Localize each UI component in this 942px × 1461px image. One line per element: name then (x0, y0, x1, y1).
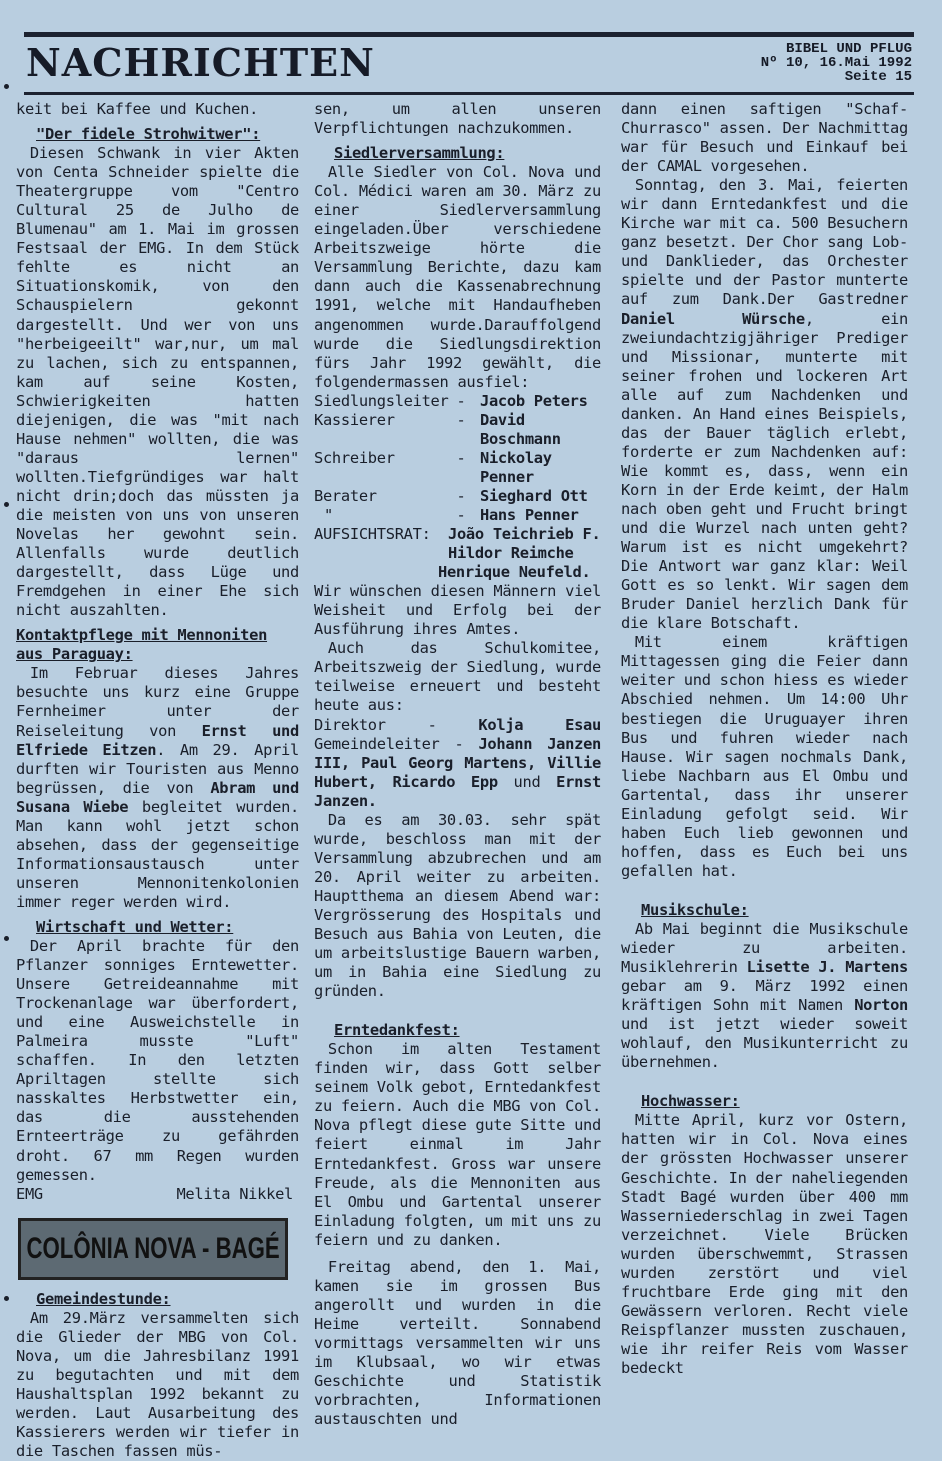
section-title: NACHRICHTEN (26, 40, 375, 85)
signature-org: EMG (16, 1184, 43, 1203)
name-ernst-janzen: Ernst Janzen. (314, 772, 601, 810)
margin-dot (4, 936, 9, 941)
heading-strohwitwer: "Der fidele Strohwitwer": (36, 125, 261, 144)
column-1 (16, 100, 299, 1461)
article-freitag: Freitag abend, den 1. Mai, kamen sie im grossen Bus angerollt und wurden in die Heime verteilt. Sonnabend vormittags versammelten wir uns im Klubsaal, wo wir etwas Geschichte und Statistik vorbrachten, Informationen austauschten und (314, 1257, 601, 1429)
board-row: Berater - Sieghard Ott (314, 486, 588, 505)
board-row: " - Hans Penner (324, 505, 579, 524)
aufsichtsrat-row: AUFSICHTSRAT: João Teichrieb F. (314, 525, 601, 544)
article-strohwitwer: Diesen Schwank in vier Akten von Centa Schneider spielte die Theatergruppe vom "Centro Cultural 25 de Julho de Blumenau" am 1. Mai im grossen Festsaal der EMG. In dem Stück fehlte es nicht an Situationskomik, von den Schauspielern gekonnt dargestellt. Und wer von uns "herbeigeeilt" war,nur, um mal zu lachen, sich zu entspannen, kam auf seine Kosten, Schwierigkeiten hatten diejenigen, die was "mit nach Hause nehmen" wollten, die was "daraus lernen" wollten.Tiefgründiges war halt nicht drin;doch das müssten ja die meisten von uns von unseren Novelas her gewohnt sein. Allenfalls wurde deutlich dargestellt, dass Lüge und Fremdgehen in einer Ehe sich nicht auszahlten. (16, 144, 299, 620)
colonia-nova-bage-banner: COLÔNIA NOVA - BAGÉ (18, 1218, 288, 1280)
name-kolja-esau: Kolja Esau (478, 715, 601, 734)
heading-kontaktpflege: Kontaktpflege mit Mennoniten aus Paraguay: (16, 626, 268, 664)
margin-dot (4, 84, 9, 89)
article-musikschule: Ab Mai beginnt die Musikschule wieder zu arbeiten. Musiklehrerin Lisette J. Martens gebar am 9. März 1992 einen kräftigen Sohn mit Namen Norton und ist jetzt wieder soweit wohlauf, den Musikunterricht zu übernehmen. (621, 919, 909, 1072)
publication-name: BIBEL UND PFLUG (785, 41, 912, 57)
article-wunsch: Wir wünschen diesen Männern viel Weisheit und Erfolg bei der Ausführung ihres Amtes. (314, 582, 601, 639)
name-norton: Norton (854, 996, 908, 1015)
margin-dot (4, 1296, 9, 1301)
article-erntedankfest: Schon im alten Testament finden wir, dass Gott selber seinem Volk gebot, Erntedankfest zu feiern. Auch die MBG von Col. Nova pflegt diese gute Sitte und feiert einmal im Jahr Erntedankfest. Gross war unsere Freude, als die Mennoniten aus El Ombu und Gartental unserer Einladung folgten, um mit uns zu feiern und zu danken. (314, 1040, 601, 1249)
page-number: Seite 15 (844, 69, 912, 85)
article-sonntag: Sonntag, den 3. Mai, feierten wir dann Erntedankfest und die Kirche war mit ca. 500 Besuchern ganz besetzt. Der Chor sang Lob- und Danklieder, das Orchester spielte und der Pastor munterte auf zum Dank.Der Gastredner Daniel Würsche, ein zweiundachtzigjähriger Prediger und Missionar, munterte mit seiner frohen und lockeren Art alle auf zum Nachdenken und danken. An Hand eines Beispiels, das der Bauer täglich erlebt, forderte er zum Nachdenken auf: Wie kommt es, dass, wenn ein Korn in der Erde keimt, der Halm nach oben geht und Frucht bringt und die Wurzel nach unten geht? Warum ist es nicht umgekehrt? Die Antwort war ganz klar: Weil Gott es so lenkt. Wir sagen dem Bruder Daniel herzlich Dank für die klare Botschaft. (621, 176, 908, 633)
article-schulkomitee: Auch das Schulkomitee, Arbeitszweig der Siedlung, wurde teilweise erneuert und besteht heute aus: (314, 639, 601, 715)
name-daniel-wuersche: Daniel Würsche (621, 309, 805, 328)
board-list (314, 392, 601, 582)
column-3 (621, 100, 908, 1378)
board-row: Siedlungsleiter - Jacob Peters (314, 391, 588, 410)
aufsichtsrat-name: Hildor Reimche (448, 544, 574, 563)
masthead-bottom-rule (24, 92, 914, 95)
continued-text: sen, um allen unseren Verpflichtungen nachzukommen. (314, 100, 601, 138)
column-2 (314, 100, 601, 1429)
article-gemeindestunde: Am 29.März versammelten sich die Glieder der MBG von Col. Nova, um die Jahresbilanz 1991 zu begutachten und mit dem Haushaltsplan 1992 bekannt zu werden. Laut Ausarbeitung des Kassierers werden wir tiefer in die Taschen fassen müs- (16, 1308, 299, 1461)
heading-hochwasser: Hochwasser: (641, 1092, 740, 1111)
names-wiebe: Abram und Susana Wiebe (16, 778, 299, 816)
names-eitzen: Ernst und Elfriede Eitzen (16, 721, 299, 759)
article-wirtschaft: Der April brachte für den Pflanzer sonniges Erntewetter. Unsere Getreideannahme mit Trockenanlage war überfordert, und eine Ausweichstelle in Palmeira musste "Luft" schaffen. In den letzten Apriltagen stellte sich nasskaltes Herbstwetter ein, das die ausstehenden Ernteerträge zu gefährden droht. 67 mm Regen wurden gemessen. (16, 937, 299, 1184)
board-row: Schreiber - Nickolay Penner (314, 448, 552, 486)
article-siedlerversammlung: Alle Siedler von Col. Nova und Col. Médici waren am 30. März zu einer Siedlerversammlung eingeladen.Über verschiedene Arbeitszweige hörte die Versammlung Berichte, dazu kam dann auch die Kassenabrechnung 1991, welche mit Handaufheben angenommen wurde.Darauffolgend wurde die Siedlungsdirektion fürs Jahr 1992 gewählt, die folgendermassen ausfiel: (314, 163, 601, 391)
issue-info (682, 42, 912, 84)
signature-author: Melita Nikkel (176, 1184, 293, 1203)
signature-line (16, 1185, 299, 1204)
board-row: Kassierer - David Boschmann (314, 410, 561, 448)
margin-dot (4, 502, 9, 507)
article-mittagessen: Mit einem kräftigen Mittagessen ging die Feier dann weiter und schon hiess es wieder Abschied nehmen. Um 14:00 Uhr bestiegen die Uruguayer ihren Bus und fuhren wieder nach Hause. Wir sagen nochmals Dank, liebe Nachbarn aus El Ombu und Gartental, dass ihr unserer Einladung gefolgt seid. Wir haben Euch lieb gewonnen und hoffen, dass es Euch bei uns gefallen hat. (621, 633, 908, 880)
names-gemeindeleiter: Johann Janzen III, Paul Georg Martens, Villie Hubert, Ricardo Epp (314, 734, 602, 791)
aufsichtsrat-name: Henrique Neufeld. (438, 563, 591, 582)
continued-text: dann einen saftigen "Schaf-Churrasco" assen. Der Nachmittag war für Besuch und Einkauf bei der CAMAL vorgesehen. (621, 100, 908, 176)
article-spaet: Da es am 30.03. sehr spät wurde, beschloss man mit der Versammlung abzubrechen und am 20. April weiter zu arbeiten. Hauptthema an diesem Abend war: Vergrösserung des Hospitals und Besuch aus Bahia von Leuten, die um arbeitslustige Bauern warben, um in Bahia eine Siedlung zu gründen. (314, 810, 601, 1001)
article-kontaktpflege: Im Februar dieses Jahres besuchte uns kurz eine Gruppe Fernheimer unter der Reiseleitung von Ernst und Elfriede Eitzen. Am 29. April durften wir Touristen aus Menno begrüssen, die von Abram und Susana Wiebe begleitet wurden. Man kann wohl jetzt schon absehen, dass der gegenseitige Informationsaustausch unter unseren Mennonitenkolonien immer reger werden wird. (16, 664, 299, 911)
article-hochwasser: Mitte April, kurz vor Ostern, hatten wir in Col. Nova eines der grössten Hochwasser unserer Geschichte. In der naheliegenden Stadt Bagé wurden über 400 mm Wasserniederschlag in zwei Tagen verzeichnet. Viele Brücken wurden überschwemmt, Strassen wurden zerstört und viel fruchtbare Erde ging mit den Gewässern verloren. Recht viele Reispflanzer mussten zuschauen, wie ihr reifer Reis vom Wasser bedeckt (621, 1111, 908, 1377)
masthead-top-rule (24, 32, 914, 37)
issue-number-date: Nº 10, 16.Mai 1992 (760, 55, 912, 71)
heading-erntedankfest: Erntedankfest: (334, 1021, 460, 1040)
heading-wirtschaft: Wirtschaft und Wetter: (36, 917, 234, 936)
article-schulkomitee-members: Direktor - Kolja Esau Gemeindeleiter - Johann Janzen III, Paul Georg Martens, Villie Hubert, Ricardo Epp und Ernst Janzen. (314, 715, 602, 810)
heading-siedlerversammlung: Siedlerversammlung: (334, 144, 505, 163)
continued-text: keit bei Kaffee und Kuchen. (16, 100, 259, 118)
name-lisette-martens: Lisette J. Martens (746, 958, 909, 977)
heading-musikschule: Musikschule: (641, 900, 749, 919)
heading-gemeindestunde: Gemeindestunde: (36, 1289, 171, 1308)
